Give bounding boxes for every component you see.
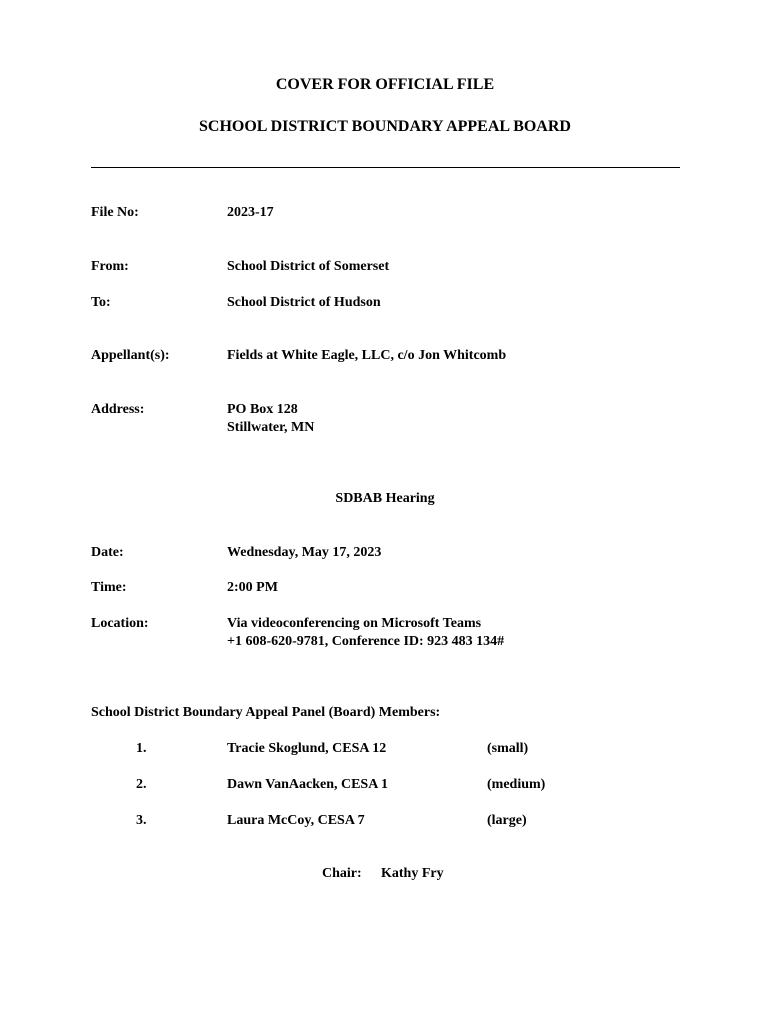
location-line-2: +1 608-620-9781, Conference ID: 923 483 134# bbox=[227, 634, 505, 649]
to-label: To: bbox=[91, 295, 111, 310]
from-label: From: bbox=[91, 259, 129, 274]
divider-line bbox=[91, 167, 680, 168]
location-line-1: Via videoconferencing on Microsoft Teams bbox=[227, 616, 482, 631]
hearing-heading: SDBAB Hearing bbox=[335, 491, 435, 506]
member-size: (small) bbox=[487, 741, 529, 756]
address-line-1: PO Box 128 bbox=[227, 402, 298, 417]
member-number: 1. bbox=[136, 741, 147, 756]
chair-label: Chair: bbox=[322, 866, 362, 881]
address-line-2: Stillwater, MN bbox=[227, 420, 315, 435]
date-label: Date: bbox=[91, 545, 124, 560]
file-no-label: File No: bbox=[91, 205, 139, 220]
member-number: 3. bbox=[136, 813, 147, 828]
board-name: SCHOOL DISTRICT BOUNDARY APPEAL BOARD bbox=[199, 118, 571, 135]
appellant-value: Fields at White Eagle, LLC, c/o Jon Whitcomb bbox=[227, 348, 507, 363]
to-value: School District of Hudson bbox=[227, 295, 381, 310]
appellant-label: Appellant(s): bbox=[91, 348, 170, 363]
file-no-value: 2023-17 bbox=[227, 205, 274, 220]
member-name: Dawn VanAacken, CESA 1 bbox=[227, 777, 389, 792]
time-label: Time: bbox=[91, 580, 127, 595]
member-size: (medium) bbox=[487, 777, 546, 792]
member-name: Laura McCoy, CESA 7 bbox=[227, 813, 365, 828]
member-size: (large) bbox=[487, 813, 527, 828]
document-title: COVER FOR OFFICIAL FILE bbox=[275, 76, 495, 93]
panel-heading: School District Boundary Appeal Panel (Board) Members: bbox=[91, 705, 441, 720]
location-label: Location: bbox=[91, 616, 149, 631]
time-value: 2:00 PM bbox=[227, 580, 278, 595]
address-label: Address: bbox=[91, 402, 145, 417]
date-value: Wednesday, May 17, 2023 bbox=[227, 545, 382, 560]
from-value: School District of Somerset bbox=[227, 259, 390, 274]
member-number: 2. bbox=[136, 777, 147, 792]
chair-name: Kathy Fry bbox=[381, 866, 444, 881]
member-name: Tracie Skoglund, CESA 12 bbox=[227, 741, 387, 756]
